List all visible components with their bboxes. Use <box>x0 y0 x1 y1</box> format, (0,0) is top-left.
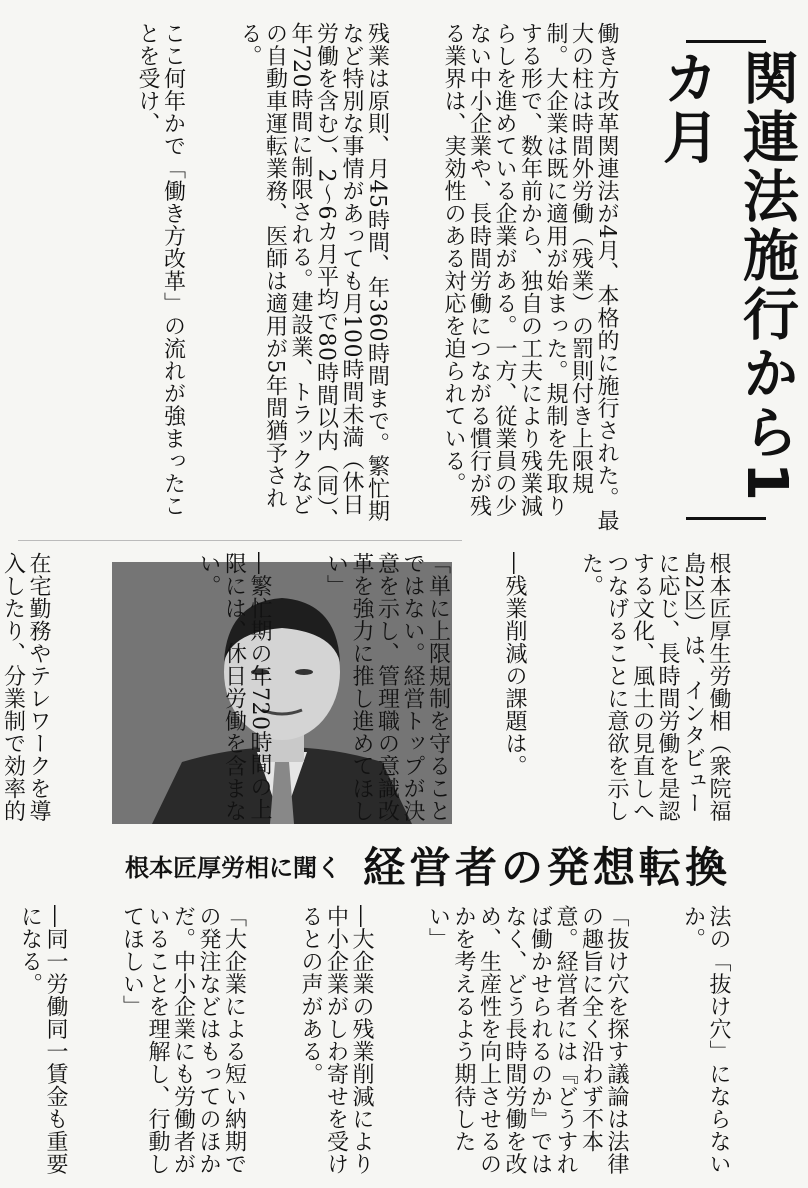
headline: 関連法施行から1カ月 <box>644 43 808 517</box>
interview-answer: 「大企業による短い納期での発注などはもってのほかだ。中小企業にも労働者がいることを理解し、行動してほしい」 <box>119 905 247 1175</box>
section-divider <box>18 540 462 541</box>
lead-article <box>18 22 670 532</box>
lead-paragraph: 残業は原則、月45時間、年360時間まで。繁忙期など特別な事情があっても月100時間未満（休日労働を含む）、2～6カ月平均で80時間以内（同）、年720時間に制限される。建設業、トラックなどの自動車運転業務、医師は適用が5年間猶予される。 <box>237 22 390 531</box>
interview-question: ―大企業の残業削減により中小企業がしわ寄せを受けるとの声がある。 <box>298 905 374 1175</box>
subhead-kicker: 根本匠厚労相に聞く <box>125 853 341 882</box>
middle-paragraph: 在宅勤務やテレワークを導入したり、分業制で効率的 <box>0 552 51 822</box>
lead-paragraph: ここ何年かで「働き方改革」の流れが強まったことを受け、 <box>135 22 186 517</box>
interview-question: ―繁忙期の年720時間の上限には、休日労働を含まない。 <box>196 552 272 822</box>
lead-paragraph: 働き方改革関連法が4月、本格的に施行された。最大の柱は時間外労働（残業）の罰則付き上限規制。大企業は既に適用が始まった。規制を先取りする形で、数年前から、独自の工夫により残業減らしを進めている企業がある。一方、従業員の少ない中小企業や、長時間労働につながる慣行が残る業界は、実効性のある対応を迫られている。 <box>441 22 619 532</box>
subhead-title: 経営者の発想転換 <box>363 843 732 892</box>
interview-subhead <box>125 835 765 895</box>
interview-answer: 「抜け穴を探す議論は法律の趣旨に全く沿わず不本意。経営者には『どうすれば働かせられるのか』ではなく、どう長時間労働を改め、生産性を向上させるのかを考えるよう期待したい」 <box>425 905 629 1175</box>
interview-answer: 「単に上限規制を守ることではない。経営トップが決意を示し、管理職の意識改革を強力に推し進めてほしい」 <box>323 552 451 822</box>
interview-paragraph: 根本匠厚生労働相（衆院福島2区）は、インタビューに応じ、長時間労働を是認する文化、風土の見直しへつなげることに意欲を示した。 <box>578 552 731 822</box>
middle-article-text <box>0 552 102 822</box>
interview-question: ―残業削減の課題は。 <box>502 552 527 777</box>
interview-continued <box>18 905 782 1175</box>
interview-paragraph: 法の「抜け穴」にならないか。 <box>680 905 731 1175</box>
interview-question: ―同一労働同一賃金も重要になる。 <box>17 905 68 1175</box>
interview-intro <box>196 552 782 822</box>
headline-box <box>654 40 799 520</box>
